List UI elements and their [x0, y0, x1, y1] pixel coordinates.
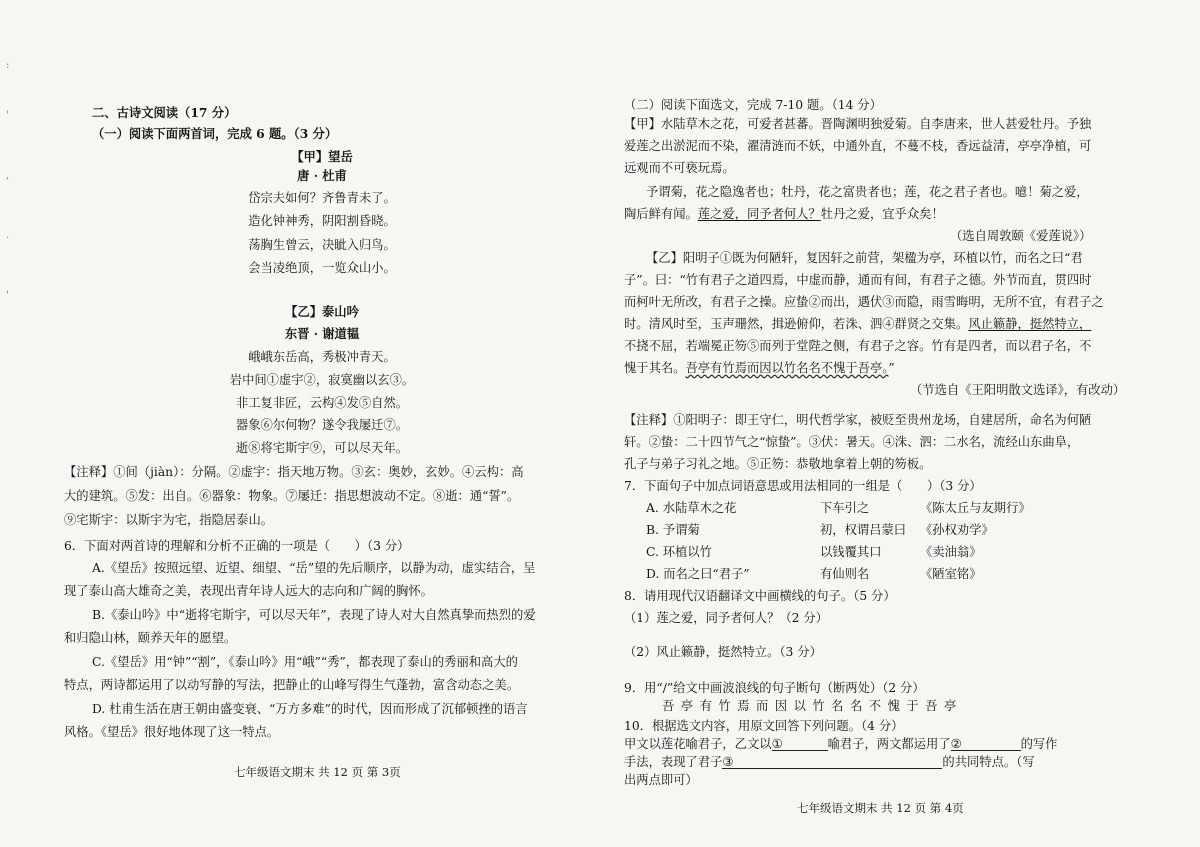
question-10-text: 甲文以莲花喻君子，乙文以	[624, 737, 772, 751]
poem-a-line: 岱宗夫如何？齐鲁青未了。	[248, 191, 396, 205]
passage-jia-line	[624, 208, 944, 220]
question-6-option: 现了泰山高大雄奇之美，表现出青年诗人远大的志向和广阔的胸怀。	[64, 584, 433, 598]
question-6-option: A.《望岳》按照远望、近望、细望、“岳”望的先后顺序，以静为动，虚实结合，呈	[92, 561, 536, 575]
question-6-option: 和归隐山林，颐养天年的愿望。	[64, 631, 237, 645]
poem-a-line: 荡胸生曾云，决眦入归鸟。	[248, 238, 396, 252]
question-7-option-label: D. 而名之曰“君子”	[646, 567, 750, 581]
notes-line: 孔子与弟子习礼之地。⑤正笏：恭敬地拿着上朝的笏板。	[624, 457, 932, 471]
passage-yi-line: 而柯叶无所改，有君子之操。应蛰②而出，遇伏③而隐，雨雪晦明，无所不宜，有君子之	[624, 295, 1104, 309]
question-6-option: C.《望岳》用“钟”“割”，《泰山吟》用“峨”“秀”，都表现了泰山的秀丽和高大的	[92, 655, 518, 669]
question-8-part-2: （2）风止籁静，挺然特立。（3 分）	[624, 645, 822, 659]
subsection-1-heading: （一）阅读下面两首词，完成 6 题。（3 分）	[92, 126, 338, 141]
passage-jia-line: 远观而不可亵玩焉。	[624, 161, 735, 175]
question-7-option-word: 下车引之	[820, 501, 870, 515]
notes-line: 【注释】①阳明子：即王守仁，明代哲学家，被贬至贵州龙场，自建居所，命名为何陋	[624, 413, 1092, 427]
question-10-line-2	[624, 756, 1035, 769]
answer-blank-1[interactable]	[772, 738, 828, 751]
section-title: 二、古诗文阅读（17 分）	[92, 105, 237, 120]
question-8-part-1: （1）莲之爱，同予者何人？（2 分）	[624, 611, 829, 625]
underlined-sentence-2: 风止籁静，挺然特立，	[968, 317, 1092, 331]
question-7-option-source: 《陋室铭》	[920, 567, 982, 581]
page-footer-left: 七年级语文期末 共 12 页 第 3页	[234, 765, 401, 779]
poem-b-author: 东晋 · 谢道韫	[284, 326, 360, 341]
poem-a-line: 造化钟神秀，阴阳割昏晓。	[248, 214, 396, 228]
notes-line: 轩。②蛰：二十四节气之“惊蛰”。③伏：暑天。④洙、泗：二水名，流经山东曲阜，	[624, 435, 1080, 449]
poem-b-title: 【乙】泰山吟	[285, 304, 359, 319]
notes-line: 大的建筑。⑤发：出自。⑥器象：物象。⑦屡迁：指思想波动不定。⑧逝：通“誓”。	[64, 489, 520, 503]
question-8-stem: 8．请用现代汉语翻译文中画横线的句子。（5 分）	[624, 589, 896, 603]
question-6-stem: 6．下面对两首诗的理解和分析不正确的一项是（ ）（3 分）	[64, 539, 410, 553]
passage-jia-line: 予谓菊，花之隐逸者也；牡丹，花之富贵者也；莲，花之君子者也。噫！菊之爱，	[646, 185, 1089, 199]
question-7-option-label: B. 予谓菊	[646, 523, 700, 537]
poem-a-title: 【甲】望岳	[291, 149, 353, 164]
passage-jia-segment: 陶后鲜有闻。	[624, 207, 698, 221]
question-7-option-word: 初，权谓吕蒙曰	[820, 523, 907, 537]
passage-yi-line: 子”。曰：“竹有君子之道四焉，中虚而静，通而有间，有君子之德。外节而直，贯四时	[624, 273, 1092, 287]
poem-b-line: 岩中间①虚宇②，寂寞幽以玄③。	[229, 373, 415, 387]
exam-page-right	[600, 0, 1200, 847]
question-7-option-word: 以钱覆其口	[820, 545, 882, 559]
wavy-underlined-sentence: 吾亭有竹焉而因以竹名名不愧于吾亭。	[685, 361, 889, 375]
poem-b-line: 非工复非匠，云构④发⑤自然。	[235, 396, 409, 410]
answer-blank-3[interactable]	[722, 756, 942, 769]
blank-number-1: ①	[771, 737, 783, 751]
poem-a-author: 唐 · 杜甫	[297, 168, 347, 183]
question-6-option: B.《泰山吟》中“逝将宅斯宇，可以尽天年”，表现了诗人对大自然真挚而热烈的爱	[92, 608, 536, 622]
poem-b-line: 逝⑧将宅斯宇⑨，可以尽天年。	[235, 441, 409, 455]
question-6-option: 风格。《望岳》很好地体现了这一特点。	[64, 725, 280, 739]
passage-jia-line: 爱莲之出淤泥而不染，濯清涟而不妖，中通外直，不蔓不枝，香远益清，亭亭净植，可	[624, 139, 1092, 153]
passage-yi-line	[624, 318, 1091, 330]
passage-yi-segment: ”	[888, 361, 895, 375]
page-footer-right: 七年级语文期末 共 12 页 第 4页	[797, 801, 964, 815]
passage-yi-line: 【乙】阳明子①既为何陋轩，复因轩之前营，架楹为亭，环植以竹，而名之曰“君	[646, 251, 1083, 265]
notes-line: 【注释】①间（jiàn）：分隔。②虚宇：指天地万物。③玄：奥妙，玄妙。④云构：高	[64, 465, 524, 479]
question-7-option-label: C. 环植以竹	[646, 545, 712, 559]
passage-jia-segment: 牡丹之爱，宜乎众矣！	[820, 207, 944, 221]
subsection-2-heading: （二）阅读下面选文，完成 7-10 题。（14 分）	[624, 98, 882, 112]
blank-number-3: ③	[722, 755, 734, 769]
question-10-text: 喻君子，两文都运用了	[827, 737, 951, 751]
question-10-text: 的写作	[1020, 737, 1058, 751]
question-10-stem: 10．根据选文内容，用原文回答下列问题。（4 分）	[624, 719, 904, 733]
poem-a-line: 会当凌绝顶，一览众山小。	[248, 261, 396, 275]
question-7-option-source: 《卖油翁》	[920, 545, 982, 559]
poem-b-line: 峨峨东岳高，秀极冲青天。	[248, 350, 396, 364]
question-9-sentence: 吾亭有竹焉而因以竹名名不愧于吾亭	[662, 699, 963, 713]
answer-blank-2[interactable]	[951, 738, 1021, 751]
question-9-stem: 9．用“/”给文中画波浪线的句子断句（断两处）（2 分）	[624, 681, 925, 695]
question-10-text: 的共同特点。（写	[942, 755, 1035, 769]
blank-number-2: ②	[950, 737, 962, 751]
question-7-option-source: 《孙权劝学》	[920, 523, 994, 537]
question-7-option-label: A. 水陆草木之花	[646, 501, 737, 515]
passage-yi-line	[624, 362, 895, 374]
question-7-option-word: 有仙则名	[820, 567, 870, 581]
question-7-stem: 7．下面句子中加点词语意思或用法相同的一组是（ ）（3 分）	[624, 479, 982, 493]
passage-jia-line: 【甲】水陆草木之花，可爱者甚蕃。晋陶渊明独爱菊。自李唐来，世人甚爱牡丹。予独	[624, 117, 1092, 131]
notes-line: ⑨宅斯宇：以斯宇为宅，指隐居泰山。	[64, 513, 274, 527]
question-10-text: 手法，表现了君子	[624, 755, 723, 769]
underlined-sentence-1: 莲之爱，同予者何人？	[697, 207, 821, 221]
passage-yi-segment: 时。清风时至，玉声珊然，揖逊俯仰，若洙、泗④群贤之交集。	[624, 317, 969, 331]
question-6-option: 特点，两诗都运用了以动写静的写法，把静止的山峰写得生气蓬勃，富含动态之美。	[64, 678, 519, 692]
question-10-line-1	[624, 738, 1057, 751]
binding-edge-marks: : ' , . '	[6, 60, 10, 301]
question-6-option: D. 杜甫生活在唐王朝由盛变衰、“万方多难”的时代，因而形成了沉郁顿挫的语言	[92, 702, 528, 716]
question-10-line-3: 出两点即可）	[624, 773, 698, 787]
passage-yi-segment: 愧于其名。	[624, 361, 686, 375]
passage-yi-source: （节选自《王阳明散文选译》，有改动）	[910, 383, 1126, 397]
poem-b-line: 器象⑥尔何物？遂令我屡迁⑦。	[235, 418, 409, 432]
question-7-option-source: 《陈太丘与友期行》	[920, 501, 1031, 515]
passage-jia-source: （选自周敦颐《爱莲说》）	[950, 229, 1092, 243]
passage-yi-line: 不挠不屈，若端冕正笏⑤而列于堂陛之侧，有君子之容。竹有是四者，而以君子名，不	[624, 339, 1092, 353]
